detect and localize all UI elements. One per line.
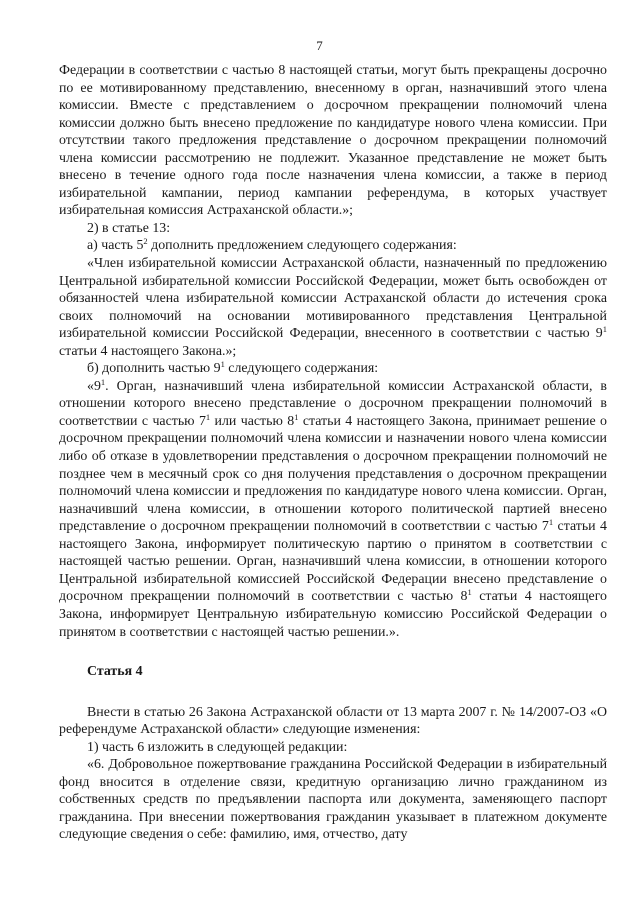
paragraph-item-a [59, 237, 607, 255]
text-run: следующего содержания: [224, 361, 379, 377]
document-body [59, 62, 607, 844]
text-run: а) часть 5 [87, 238, 144, 254]
paragraph-article13-intro: 2) в статье 13: [87, 220, 171, 236]
text-run: дополнить предложением следующего содержания: [147, 238, 457, 254]
superscript: 2 [143, 236, 148, 247]
text-run: или частью 8 [210, 413, 295, 429]
text-run: «Член избирательной комиссии Астраханской области, назначенный по предложению Центральной избирательной комиссии Российской Федерации, может быть освобожден от обязанностей члена избирательной комиссии Астраханской области до истечения срока своих полномочий на основании мотивированного представления Центральной избирательной комиссии Российской Федерации, внесенного в соответствии с частью 9 [59, 256, 607, 342]
superscript: 1 [100, 376, 106, 387]
superscript: 1 [294, 411, 299, 422]
paragraph-quote-member [59, 255, 607, 360]
page-number: 7 [316, 38, 323, 53]
text-run: статьи 4 настоящего Закона, информирует Центральную избирательную комиссию Российской Федерации о принятом в соответствии с настоящей частью решении.». [59, 589, 607, 640]
paragraph-article4-intro: Внести в статью 26 Закона Астраханской области от 13 марта 2007 г. № 14/2007-ОЗ «О референдуме Астраханской области» следующие изменения: [59, 704, 607, 738]
superscript: 1 [205, 411, 211, 422]
text-run: статьи 4 настоящего Закона, принимает решение о досрочном прекращении полномочий члена комиссии и назначении нового члена комиссии либо об отказе в удовлетворении представления о досрочном прекращении полномочий не позднее чем в месячный срок со дня получения представления о досрочном прекращении полномочий члена комиссии и предложения по кандидатуре нового члена комиссии. Орган, назначивший члена комиссии, в отношении которого политической партией внесено представление о досрочном прекращении полномочий в соответствии с частью 7 [59, 413, 608, 535]
paragraph-continuation: Федерации в соответствии с частью 8 настоящей статьи, могут быть прекращены досрочно по ее мотивированному представлению, внесенному в орган, назначивший этого члена комиссии. Вместе с представлением о досрочном прекращении полномочий члена комиссии должно быть внесено предложение по кандидатуре нового члена комиссии. При отсутствии такого предложения представление о досрочном прекращении полномочий члена комиссии рассмотрению не подлежит. Указанное представление не может быть внесено в течение одного года после назначения члена комиссии, а также в период избирательной кампании, период кампании референдума, в которых участвует избирательная комиссия Астраханской области.»; [59, 63, 607, 219]
text-run: статьи 4 настоящего Закона, информирует политическую партию о принятом в соответствии с настоящей частью решении. Орган, назначивший члена комиссии, в отношении которого Центральной избирательной комиссией Российской Федерации внесено представление о досрочном прекращении полномочий в соответствии с частью 8 [59, 519, 607, 605]
superscript: 1 [467, 587, 472, 598]
text-run: б) дополнить частью 9 [87, 361, 221, 377]
paragraph-item-1: 1) часть 6 изложить в следующей редакции: [87, 739, 348, 755]
text-run: . Орган, назначивший члена избирательной комиссии Астраханской области, в отношении которого внесено представление о досрочном прекращении полномочий в соответствии с частью 7 [59, 378, 607, 429]
paragraph-part-9-1 [59, 378, 607, 641]
text-run: статьи 4 настоящего Закона.»; [59, 343, 237, 359]
paragraph-item-b [59, 360, 607, 378]
article-heading: Статья 4 [87, 664, 143, 680]
superscript: 1 [548, 517, 554, 528]
superscript: 1 [602, 324, 607, 335]
superscript: 1 [220, 359, 225, 370]
text-run: «9 [87, 378, 101, 394]
paragraph-part-6: «6. Добровольное пожертвование гражданина Российской Федерации в избирательный фонд вносится в отделение связи, кредитную организацию лично гражданином из собственных средств по предъявлении паспорта или документа, заменяющего паспорт гражданина. При внесении пожертвования гражданин указывает в платежном документе следующие сведения о себе: фамилию, имя, отчество, дату [59, 757, 607, 843]
